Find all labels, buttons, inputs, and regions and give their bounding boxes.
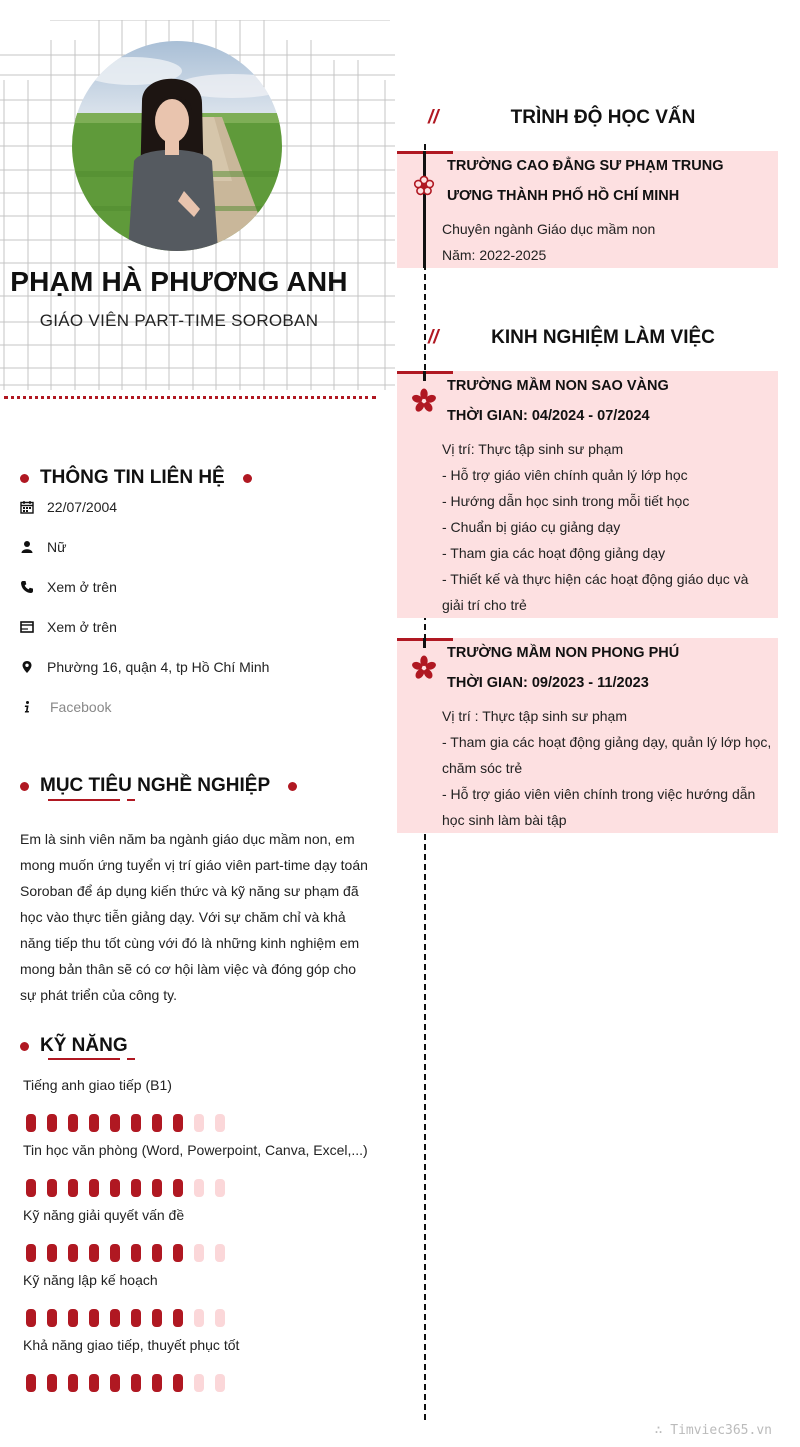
job-detail-line: Vị trí: Thực tập sinh sư phạm: [442, 441, 624, 457]
experience-card: [397, 638, 778, 833]
skills-heading: [20, 1035, 128, 1057]
heading-slash-mark: //: [428, 107, 439, 128]
education-heading-text: TRÌNH ĐỘ HỌC VẤN: [510, 107, 696, 128]
job-detail-line: - Hỗ trợ giáo viên chính quản lý lớp học: [442, 467, 688, 483]
phone-value: Xem ở trên: [47, 579, 117, 595]
skill-pip-filled: [131, 1374, 141, 1392]
skill-pip-filled: [173, 1114, 183, 1132]
job-detail-line: Vị trí : Thực tập sinh sư phạm: [442, 708, 628, 724]
skill-level-bar: [26, 1244, 225, 1262]
contact-gender: [20, 539, 66, 555]
flower-icon: [411, 655, 437, 681]
skill-pip-filled: [152, 1374, 162, 1392]
skill-pip-filled: [68, 1114, 78, 1132]
experience-card: [397, 371, 778, 618]
skill-pip-filled: [152, 1244, 162, 1262]
job-detail-line: - Chuẩn bị giáo cụ giảng dạy: [442, 519, 621, 535]
job-detail-line: - Hỗ trợ giáo viên viên chính trong việc hướng dẫn học sinh làm bài tập: [442, 786, 756, 828]
user-icon: [20, 540, 34, 554]
avatar: [72, 41, 282, 251]
skill-label: Kỹ năng giải quyết vấn đề: [23, 1207, 185, 1223]
skills-heading-text: KỸ NĂNG: [40, 1035, 128, 1056]
education-card: [397, 151, 778, 268]
candidate-name: PHẠM HÀ PHƯƠNG ANH: [10, 266, 348, 297]
skill-pip-empty: [194, 1244, 204, 1262]
info-icon: [20, 700, 34, 714]
skill-pip-filled: [68, 1374, 78, 1392]
skill-level-bar: [26, 1309, 225, 1327]
skill-pip-filled: [131, 1309, 141, 1327]
skill-pip-filled: [110, 1114, 120, 1132]
heading-underline-dot: [127, 799, 135, 801]
skill-pip-filled: [173, 1244, 183, 1262]
contact-email: [20, 619, 117, 635]
skill-pip-filled: [152, 1114, 162, 1132]
header-dotted-divider: [4, 396, 376, 399]
skill-pip-filled: [68, 1244, 78, 1262]
experience-heading: [428, 327, 718, 349]
heading-dot-icon: [288, 782, 297, 791]
flower-icon: [411, 388, 437, 414]
skill-pip-filled: [89, 1309, 99, 1327]
company-name: TRƯỜNG MẦM NON PHONG PHÚ: [447, 645, 680, 661]
flower-icon: [412, 174, 436, 198]
address-value: Phường 16, quận 4, tp Hồ Chí Minh: [47, 659, 270, 675]
job-detail-line: - Thiết kế và thực hiện các hoạt động giáo dục và giải trí cho trẻ: [442, 571, 749, 613]
heading-dot-icon: [20, 1042, 29, 1051]
skill-pip-filled: [131, 1244, 141, 1262]
skill-pip-filled: [89, 1244, 99, 1262]
skill-pip-empty: [215, 1114, 225, 1132]
card-timeline-line: [423, 151, 426, 268]
skill-pip-empty: [215, 1179, 225, 1197]
contact-birthday: [20, 499, 117, 515]
skill-pip-filled: [26, 1244, 36, 1262]
skill-pip-filled: [173, 1374, 183, 1392]
objective-heading: [20, 775, 297, 797]
skill-pip-filled: [26, 1309, 36, 1327]
education-major: Chuyên ngành Giáo dục mầm non: [442, 221, 656, 237]
skill-pip-filled: [68, 1179, 78, 1197]
skill-pip-filled: [26, 1114, 36, 1132]
skill-label: Tiếng anh giao tiếp (B1): [23, 1077, 172, 1093]
objective-heading-text: MỤC TIÊU NGHỀ NGHIỆP: [40, 775, 271, 796]
skill-pip-empty: [194, 1374, 204, 1392]
skill-label: Tin học văn phòng (Word, Powerpoint, Canva, Excel,...): [23, 1142, 368, 1158]
objective-text: Em là sinh viên năm ba ngành giáo dục mầm non, em mong muốn ứng tuyển vị trí giáo viên part-time dạy toán Soroban để áp dụng kiến thức và kỹ năng sư phạm đã học vào thực tiễn giảng dạy. Với sự chăm chỉ và khả năng tiếp thu tốt cùng với đó là những kinh nghiệm em mong bản thân sẽ có cơ hội làm việc và đóng góp cho sự phát triển của công ty.: [20, 831, 368, 1003]
skill-pip-filled: [173, 1309, 183, 1327]
skill-pip-empty: [194, 1114, 204, 1132]
skill-pip-filled: [110, 1309, 120, 1327]
contact-address: [20, 659, 269, 675]
contact-facebook[interactable]: [20, 699, 111, 715]
job-detail-line: - Tham gia các hoạt động giảng dạy: [442, 545, 666, 561]
skill-level-bar: [26, 1114, 225, 1132]
skill-level-bar: [26, 1374, 225, 1392]
job-period: THỜI GIAN: 04/2024 - 07/2024: [447, 408, 650, 424]
watermark: ∴ Timviec365.vn: [654, 1423, 772, 1438]
heading-underline-dot: [127, 1058, 135, 1060]
skill-pip-empty: [215, 1374, 225, 1392]
skill-pip-filled: [152, 1179, 162, 1197]
skill-pip-filled: [47, 1374, 57, 1392]
skill-pip-filled: [26, 1179, 36, 1197]
company-name: TRƯỜNG MẦM NON SAO VÀNG: [447, 378, 669, 394]
skill-level-bar: [26, 1179, 225, 1197]
job-detail-line: - Tham gia các hoạt động giảng dạy, quản lý lớp học, chăm sóc trẻ: [442, 734, 772, 776]
skill-pip-filled: [47, 1114, 57, 1132]
school-name-line1: TRƯỜNG CAO ĐẲNG SƯ PHẠM TRUNG: [447, 158, 724, 174]
skill-pip-filled: [110, 1244, 120, 1262]
calendar-icon: [20, 500, 34, 514]
email-icon: [20, 620, 34, 634]
skill-pip-filled: [152, 1309, 162, 1327]
skill-pip-filled: [89, 1179, 99, 1197]
email-value: Xem ở trên: [47, 619, 117, 635]
skill-pip-empty: [215, 1244, 225, 1262]
contact-phone: [20, 579, 117, 595]
phone-icon: [20, 580, 34, 594]
heading-underline: [48, 1058, 120, 1060]
heading-dot-icon: [243, 474, 252, 483]
contact-heading: [20, 467, 252, 489]
card-timeline-line: [423, 371, 426, 381]
skill-label: Kỹ năng lập kế hoạch: [23, 1272, 158, 1288]
job-detail-line: - Hướng dẫn học sinh trong mỗi tiết học: [442, 493, 690, 509]
skill-pip-filled: [131, 1114, 141, 1132]
skill-pip-filled: [89, 1114, 99, 1132]
skill-pip-filled: [173, 1179, 183, 1197]
heading-dot-icon: [20, 474, 29, 483]
heading-slash-mark: //: [428, 327, 439, 348]
skill-pip-filled: [110, 1374, 120, 1392]
skill-pip-filled: [89, 1374, 99, 1392]
heading-underline: [48, 799, 120, 801]
experience-heading-text: KINH NGHIỆM LÀM VIỆC: [491, 327, 715, 348]
skill-label: Khả năng giao tiếp, thuyết phục tốt: [23, 1337, 240, 1353]
school-name-line2: ƯƠNG THÀNH PHỐ HỒ CHÍ MINH: [447, 188, 680, 204]
card-timeline-line: [423, 638, 426, 648]
facebook-link[interactable]: Facebook: [50, 699, 112, 715]
contact-heading-text: THÔNG TIN LIÊN HỆ: [40, 467, 225, 488]
skill-pip-empty: [215, 1309, 225, 1327]
education-heading: [428, 107, 718, 129]
candidate-role: GIÁO VIÊN PART-TIME SOROBAN: [39, 311, 319, 330]
heading-dot-icon: [20, 782, 29, 791]
skill-pip-filled: [110, 1179, 120, 1197]
skill-pip-filled: [68, 1309, 78, 1327]
skill-pip-empty: [194, 1179, 204, 1197]
gender-value: Nữ: [47, 539, 67, 555]
birthday-value: 22/07/2004: [47, 499, 118, 515]
skill-pip-empty: [194, 1309, 204, 1327]
skill-pip-filled: [26, 1374, 36, 1392]
job-period: THỜI GIAN: 09/2023 - 11/2023: [447, 675, 649, 691]
location-icon: [20, 660, 34, 674]
skill-pip-filled: [47, 1244, 57, 1262]
skill-pip-filled: [131, 1179, 141, 1197]
education-years: Năm: 2022-2025: [442, 247, 547, 263]
skill-pip-filled: [47, 1309, 57, 1327]
skill-pip-filled: [47, 1179, 57, 1197]
